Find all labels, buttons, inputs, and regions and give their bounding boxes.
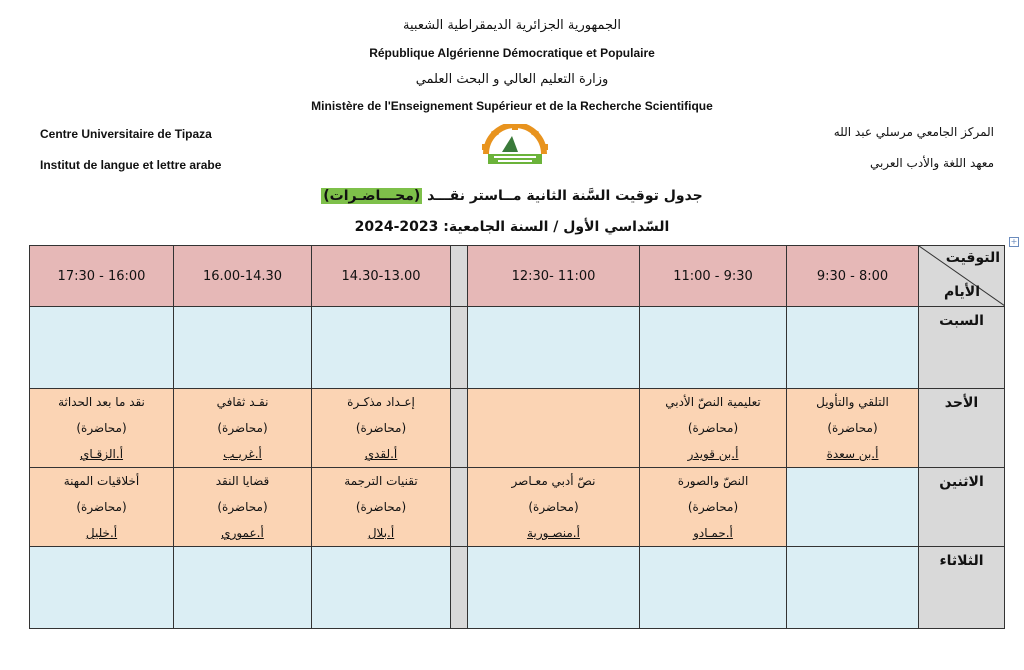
course-type: (محاضرة) — [76, 500, 127, 514]
day-tuesday: الثلاثاء — [919, 547, 1005, 629]
empty-cell — [640, 547, 787, 629]
time-slot-1: 9:30 - 8:00 — [787, 246, 919, 307]
ministry-ar: وزارة التعليم العالي و البحث العلمي — [415, 72, 609, 87]
republic-fr: République Algérienne Démocratique et Populaire — [369, 46, 655, 60]
course-cell — [640, 389, 787, 468]
course-prof: أ.غريـب — [223, 447, 262, 461]
centre-ar: المركز الجامعي مرسلي عبد الله — [833, 125, 994, 139]
course-type: (محاضرة) — [827, 421, 878, 435]
institute-fr: Institut de langue et lettre arabe — [40, 158, 222, 172]
course-name: تعليمية النصّ الأدبي — [665, 395, 761, 409]
course-name: تقنيات الترجمة — [344, 474, 418, 488]
schedule-title — [0, 188, 1024, 204]
course-cell — [30, 468, 174, 547]
course-prof: أ.بن سعدة — [826, 447, 879, 461]
course-name: النصّ والصورة — [677, 474, 749, 488]
empty-course-cell — [468, 389, 640, 468]
empty-cell — [174, 547, 312, 629]
course-type: (محاضرة) — [528, 500, 579, 514]
corner-days-label: الأيام — [944, 284, 980, 300]
course-type: (محاضرة) — [76, 421, 127, 435]
course-cell — [312, 389, 451, 468]
break-cell — [451, 307, 468, 389]
course-prof: أ.بلال — [367, 526, 395, 540]
empty-cell — [468, 547, 640, 629]
row-saturday — [30, 307, 1005, 389]
course-name: نقـد ثقافي — [216, 395, 269, 409]
empty-cell — [468, 307, 640, 389]
course-name: نصّ أدبي معـاصر — [511, 474, 596, 488]
time-slot-2: 11:00 - 9:30 — [640, 246, 787, 307]
institute-ar: معهد اللغة والأدب العربي — [869, 156, 994, 170]
course-type: (محاضرة) — [687, 421, 739, 435]
course-name: قضايا النقد — [215, 474, 270, 488]
schedule-title-highlight: (محـــاضـرات) — [323, 188, 421, 204]
empty-cell — [30, 307, 174, 389]
empty-cell — [174, 307, 312, 389]
time-slot-6: 17:30 - 16:00 — [30, 246, 174, 307]
empty-cell — [312, 547, 451, 629]
empty-cell — [787, 547, 919, 629]
course-prof: أ.الزقـاي — [79, 447, 124, 461]
semester-line: السّداسي الأول / السنة الجامعية: 2023-2024 — [354, 219, 670, 235]
break-column — [451, 246, 468, 307]
empty-cell — [787, 468, 919, 547]
course-cell — [30, 389, 174, 468]
day-saturday: السبت — [919, 307, 1005, 389]
break-cell — [451, 389, 468, 468]
course-type: (محاضرة) — [687, 500, 739, 514]
republic-ar: الجمهورية الجزائرية الديمقراطية الشعبية — [403, 18, 621, 33]
time-slot-4: 14.30-13.00 — [312, 246, 451, 307]
row-sunday — [30, 389, 1005, 468]
university-logo — [478, 124, 552, 168]
course-type: (محاضرة) — [217, 500, 268, 514]
empty-cell — [787, 307, 919, 389]
course-name: إعـداد مذكـرة — [347, 395, 415, 409]
course-cell — [640, 468, 787, 547]
course-type: (محاضرة) — [217, 421, 268, 435]
course-cell — [787, 389, 919, 468]
course-cell — [174, 468, 312, 547]
course-name: التلقي والتأويل — [816, 395, 889, 409]
course-type: (محاضرة) — [355, 421, 407, 435]
time-slot-5: 16.00-14.30 — [174, 246, 312, 307]
ministry-fr: Ministère de l'Enseignement Supérieur et de la Recherche Scientifique — [311, 99, 713, 113]
schedule-table — [29, 245, 1005, 629]
corner-cell — [919, 246, 1005, 307]
break-cell — [451, 468, 468, 547]
course-prof: أ.خليل — [85, 526, 118, 540]
table-move-handle[interactable]: + — [1010, 237, 1018, 246]
break-cell — [451, 547, 468, 629]
course-cell — [174, 389, 312, 468]
course-type: (محاضرة) — [355, 500, 407, 514]
row-tuesday — [30, 547, 1005, 629]
course-cell — [312, 468, 451, 547]
time-slot-3: 12:30- 11:00 — [468, 246, 640, 307]
course-prof: أ.بن قويدر — [687, 447, 739, 461]
empty-cell — [30, 547, 174, 629]
course-name: أخلاقيات المهنة — [63, 474, 140, 488]
row-monday — [30, 468, 1005, 547]
course-name: نقد ما بعد الحداثة — [58, 395, 145, 409]
course-prof: أ.لقدي — [364, 447, 398, 461]
course-prof: أ.حمـادو — [693, 526, 733, 540]
empty-cell — [640, 307, 787, 389]
course-prof: أ.عموري — [221, 526, 264, 540]
centre-fr: Centre Universitaire de Tipaza — [40, 127, 212, 141]
schedule-title-main: جدول توقيت السَّنة الثانية مــاستر نقـــد — [427, 188, 703, 204]
day-monday: الاثنين — [919, 468, 1005, 547]
course-cell — [468, 468, 640, 547]
course-prof: أ.منصـورية — [527, 526, 580, 540]
time-header-row — [30, 246, 1005, 307]
day-sunday: الأحد — [919, 389, 1005, 468]
corner-time-label: التوقيت — [945, 250, 1000, 266]
empty-cell — [312, 307, 451, 389]
